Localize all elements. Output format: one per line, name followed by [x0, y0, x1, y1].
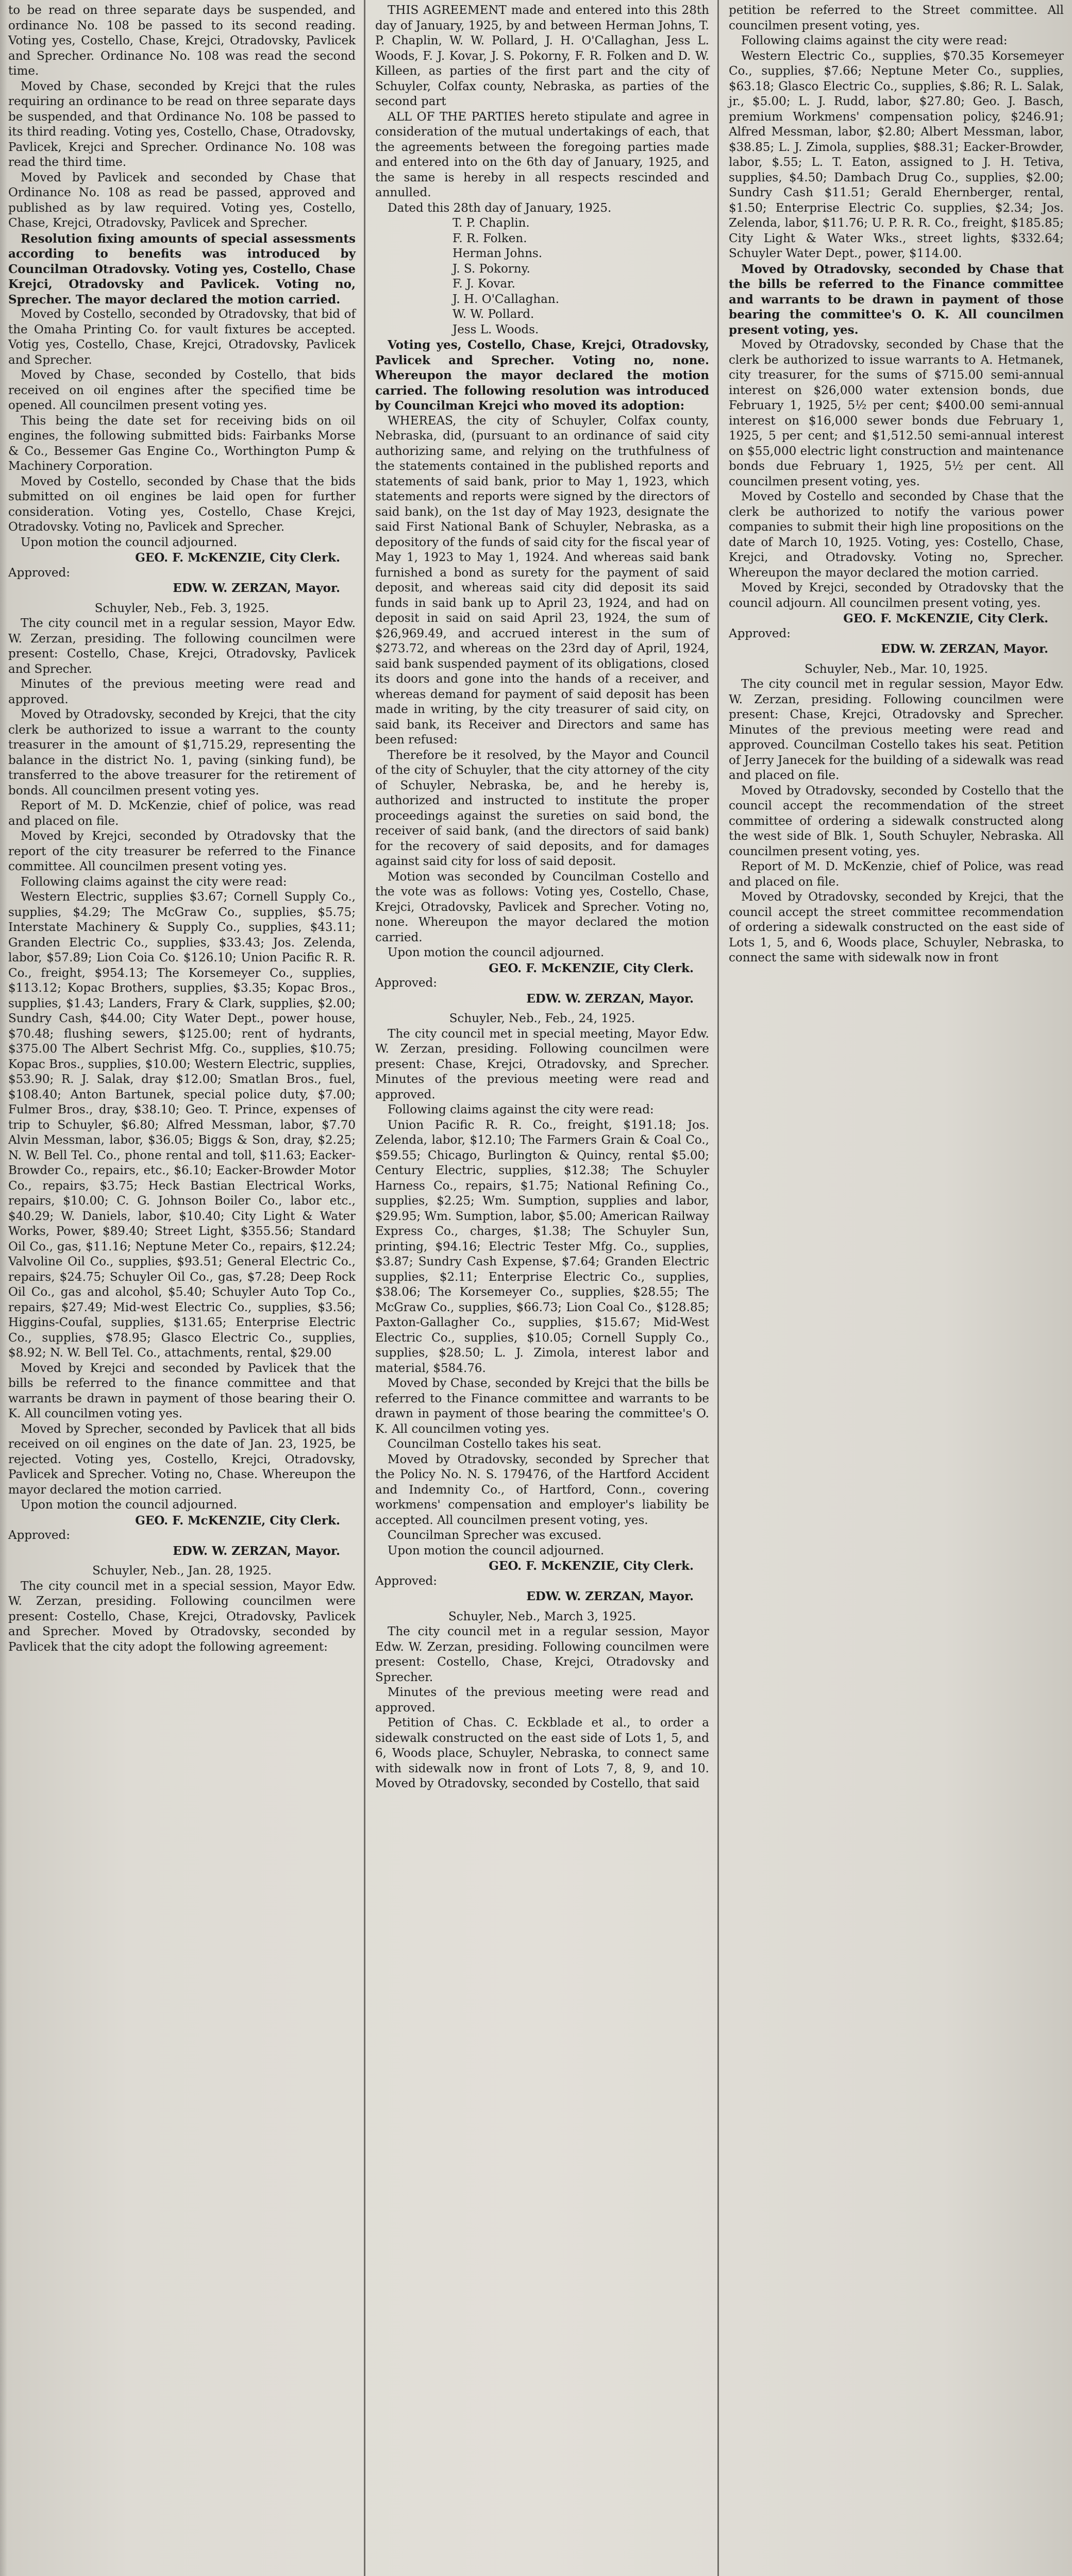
signatory-name: J. S. Pokorny. — [453, 262, 530, 276]
paragraph: This being the date set for receiving bids on oil engines, the following submitted bids: Fairbanks Morse & Co., Bessemer Gas Engine Co., Worthington Pump & Machinery Corporation. — [8, 414, 356, 473]
paragraph: Councilman Costello takes his seat. — [388, 1437, 601, 1451]
paragraph: Report of M. D. McKenzie, chief of Police, was read and placed on file. — [729, 860, 1064, 889]
spacer — [375, 1604, 709, 1609]
signature-line: EDW. W. ZERZAN, Mayor. — [173, 581, 340, 595]
paragraph: Following claims against the city were read: — [741, 34, 1008, 47]
paragraph: Moved by Krejci, seconded by Otradovsky that the report of the city treasurer be referred to the Finance committee. All councilmen present voting yes. — [8, 829, 356, 873]
signature-line: GEO. F. McKENZIE, City Clerk. — [489, 961, 694, 975]
paragraph: Motion was seconded by Councilman Costello and the vote was as follows: Voting yes, Costello, Chase, Krejci, Otradovsky, Pavlicek and Sprecher. Voting no, none. Whereupon the mayor declared the motion carried. — [375, 870, 709, 944]
paragraph: Moved by Krejci, seconded by Otradovsky that the council adjourn. All councilmen present voting, yes. — [729, 581, 1064, 610]
signature-line: EDW. W. ZERZAN, Mayor. — [526, 1589, 694, 1603]
paragraph: Moved by Chase, seconded by Krejci that the bills be referred to the Finance committee and warrants to be drawn in payment of those bearing the committee's O. K. All councilmen voting yes. — [375, 1377, 709, 1436]
paragraph: Moved by Otradovsky, seconded by Chase that the bills be referred to the Finance committee and warrants to be drawn in payment of those bearing the committee's O. K. All councilmen present voting, yes. — [729, 262, 1064, 337]
signature-line: EDW. W. ZERZAN, Mayor. — [526, 991, 694, 1006]
paragraph: The city council met in special meeting, Mayor Edw. W. Zerzan, presiding. Following councilmen were present: Chase, Krejci, Otradovsky, and Sprecher. Minutes of the previous meeting were read and approved. — [375, 1027, 709, 1101]
signatory-name: J. H. O'Callaghan. — [453, 292, 560, 306]
signatory-name: F. R. Folken. — [453, 231, 527, 245]
paragraph: Upon motion the council adjourned. — [21, 535, 238, 549]
paragraph: Moved by Krejci and seconded by Pavlicek that the bills be referred to the finance committee and that warrants be drawn in payment of those bearing their O. K. All councilmen voting yes. — [8, 1361, 356, 1420]
dateline: Schuyler, Neb., Jan. 28, 1925. — [92, 1564, 272, 1578]
paragraph: Dated this 28th day of January, 1925. — [388, 201, 612, 215]
paragraph: WHEREAS, the city of Schuyler, Colfax county, Nebraska, did, (pursuant to an ordinance of said city authorizing same, and relying on the truthfulness of the statements contained in the published reports and statements of said bank, prior to May 1, 1923, which statements and reports were signed by the directors of said bank), on the 1st day of May 1923, designate the said First National Bank of Schuyler, Nebraska, as a depository of the funds of said city for the fiscal year of May 1, 1923 to May 1, 1924. And whereas said bank furnished a bond as surety for the payment of said deposit, and whereas said city did deposit its said funds in said bank up to April 23, 1924, and had on deposit in said on said April 23, 1924, the sum of $26,969.49, and accrued interest in the sum of $273.72, and whereas on the 23rd day of April, 1924, said bank suspended payment of its obligations, closed its doors and gone into the hands of a receiver, and whereas demand for payment of said deposit has been made in writing, by the city treasurer of said city, on said bank, its Receiver and Directors and same has been refused: — [375, 414, 709, 747]
signature-line: EDW. W. ZERZAN, Mayor. — [173, 1544, 340, 1558]
dateline: Schuyler, Neb., Feb., 24, 1925. — [449, 1012, 635, 1025]
paragraph: Approved: — [375, 976, 437, 990]
paragraph: Voting yes, Costello, Chase, Krejci, Otradovsky, Pavlicek and Sprecher. Voting no, none. Whereupon the mayor declared the motion carried. The following resolution was introduced by Councilman Krejci who moved its adoption: — [375, 338, 709, 413]
signatory-name: Herman Johns. — [453, 247, 543, 260]
paragraph: Moved by Costello, seconded by Otradovsky, that bid of the Omaha Printing Co. for vault fixtures be accepted. Votig yes, Costello, Chase, Krejci, Otradovsky, Pavlicek and Sprecher. — [8, 308, 356, 367]
paragraph: Therefore be it resolved, by the Mayor and Council of the city of Schuyler, that the city attorney of the city of Schuyler, Nebraska, be, and he hereby is, authorized and instructed to institute the proper proceedings against the sureties on said bond, the receiver of said bank, (and the directors of said bank) for the recovery of said deposits, and for damages against said city for loss of said deposit. — [375, 748, 709, 868]
paragraph: Minutes of the previous meeting were read and approved. — [8, 677, 356, 706]
paragraph: THIS AGREEMENT made and entered into this 28th day of January, 1925, by and between Herman Johns, T. P. Chaplin, W. W. Pollard, J. H. O'Callaghan, Jess L. Woods, F. J. Kovar, J. S. Pokorny, F. R. Folken and D. W. Killeen, as parties of the first part and the city of Schuyler, Colfax county, Nebraska, as parties of the second part — [375, 4, 709, 108]
paragraph: Upon motion the council adjourned. — [388, 946, 605, 959]
paragraph: The city council met in a regular session, Mayor Edw. W. Zerzan, presiding. Following councilmen were present: Costello, Chase, Krejci, Otradovsky and Sprecher. — [375, 1625, 709, 1684]
spacer — [8, 1558, 356, 1564]
signature-line: GEO. F. McKENZIE, City Clerk. — [843, 612, 1048, 625]
paragraph: Following claims against the city were read: — [388, 1103, 654, 1116]
signatory-name: T. P. Chaplin. — [453, 216, 530, 230]
column-2 — [367, 0, 717, 2576]
paragraph: Moved by Chase, seconded by Krejci that the rules requiring an ordinance to be read on three separate days be suspended, and that Ordinance No. 108 be passed to its third reading. Voting yes, Costello, Chase, Otradovsky, Pavlicek, Krejci and Sprecher. Ordinance No. 108 was read the third time. — [8, 79, 356, 169]
paragraph: Councilman Sprecher was excused. — [388, 1529, 602, 1542]
signature-line: GEO. F. McKENZIE, City Clerk. — [489, 1559, 694, 1573]
paragraph: Approved: — [8, 566, 70, 580]
paragraph: Upon motion the council adjourned. — [388, 1544, 605, 1557]
signatory-name: F. J. Kovar. — [453, 277, 515, 291]
column-1 — [0, 0, 364, 2576]
signature-line: EDW. W. ZERZAN, Mayor. — [881, 642, 1048, 656]
paragraph: Resolution fixing amounts of special assessments according to benefits was introduced by Councilman Otradovsky. Voting yes, Costello, Chase Krejci, Otradovsky and Pavlicek. Voting no, Sprecher. The mayor declared the motion carried. — [8, 231, 356, 307]
paragraph: Minutes of the previous meeting were read and approved. — [375, 1686, 709, 1715]
signature-line: GEO. F. McKENZIE, City Clerk. — [135, 551, 340, 565]
signature-line: GEO. F. McKENZIE, City Clerk. — [135, 1513, 340, 1528]
paragraph: Western Electric Co., supplies, $70.35 Korsemeyer Co., supplies, $7.66; Neptune Meter Co., supplies, $63.18; Glasco Electric Co., supplies, $.86; R. L. Salak, jr., $5.00; L. J. Rudd, labor, $27.80; Geo. J. Basch, premium Workmens' compensation policy, $246.91; Alfred Messman, labor, $2.80; Albert Messman, labor, $38.85; L. J. Zimola, supplies, $88.31; Eacker-Browder, labor, $.55; L. T. Eaton, assigned to J. H. Tetiva, supplies, $4.50; Dambach Drug Co., supplies, $2.00; Sundry Cash $11.51; Gerald Ehernberger, rental, $1.50; Enterprise Electric Co. supplies, $2.34; Jos. Zelenda, labor, $11.76; U. P. R. R. Co., freight, $185.85; City Light & Water Wks., street lights, $332.64; Schuyler Water Dept., power, $114.00. — [729, 49, 1064, 260]
paragraph: Following claims against the city were read: — [21, 875, 287, 889]
column-3 — [721, 0, 1072, 2576]
dateline: Schuyler, Neb., Feb. 3, 1925. — [94, 601, 270, 615]
paragraph: Moved by Otradovsky, seconded by Krejci, that the council accept the street committee recommendation of ordering a sidewalk constructed on the east side of Lots 1, 5, and 6, Woods place, Schuyler, Nebraska, to connect the same with sidewalk now in front — [729, 890, 1064, 964]
paragraph: Upon motion the council adjourned. — [21, 1498, 238, 1512]
paragraph: The city council met in a regular session, Mayor Edw. W. Zerzan, presiding. The following councilmen were present: Costello, Chase, Krejci, Otradovsky, Pavlicek and Sprecher. — [8, 617, 356, 676]
paragraph: to be read on three separate days be suspended, and ordinance No. 108 be passed to its second reading. Voting yes, Costello, Chase, Krejci, Otradovsky, Pavlicek and Sprecher. Ordinance No. 108 was read the second time. — [8, 4, 356, 78]
paragraph: Moved by Chase, seconded by Costello, that bids received on oil engines after the specified time be opened. All councilmen present voting yes. — [8, 368, 356, 412]
paragraph: Moved by Otradovsky, seconded by Sprecher that the Policy No. N. S. 179476, of the Hartford Accident and Indemnity Co., of Hartford, Conn., covering workmens' compensation and employer's liability be accepted. All councilmen present voting, yes. — [375, 1452, 709, 1527]
spacer — [375, 1006, 709, 1011]
paragraph: Approved: — [729, 626, 791, 640]
dateline: Schuyler, Neb., March 3, 1925. — [448, 1609, 636, 1623]
paragraph: Moved by Otradovsky, seconded by Chase that the clerk be authorized to issue warrants to A. Hetmanek, city treasurer, for the sums of $715.00 semi-annual interest on $26,000 water extension bonds, due February 1, 1925, 5½ per cent; $400.00 semi-annual interest on $16,000 sewer bonds due February 1, 1925, 5 per cent; and $1,512.50 semi-annual interest on $55,000 electric light construction and maintenance bonds due February 1, 1925, 5½ per cent. All councilmen present voting, yes. — [729, 338, 1064, 488]
paragraph: Moved by Pavlicek and seconded by Chase that Ordinance No. 108 as read be passed, approved and published as by law required. Voting yes, Costello, Chase, Krejci, Otradovsky, Pavlicek and Sprecher. — [8, 171, 356, 230]
paragraph: Moved by Costello and seconded by Chase that the clerk be authorized to notify the various power companies to submit their high line propositions on the date of March 10, 1925. Voting, yes: Costello, Chase, Krejci, and Otradovsky. Voting no, Sprecher. Whereupon the mayor declared the motion carried. — [729, 490, 1064, 580]
paragraph: Western Electric, supplies $3.67; Cornell Supply Co., supplies, $4.29; The McGraw Co., supplies, $5.75; Interstate Machinery & Supply Co., supplies, $43.11; Granden Electric Co., supplies, $33.43; Jos. Zelenda, labor, $57.89; Lion Coia Co. $126.10; Union Pacific R. R. Co., freight, $954.13; The Korsemeyer Co., supplies, $113.12; Kopac Brothers, supplies, $3.35; Kopac Bros., supplies, $1.43; Landers, Frary & Clark, supplies, $2.00; Sundry Cash, $44.00; City Water Dept., power house, $70.48; flushing sewers, $125.00; rent of hydrants, $375.00 The Albert Sechrist Mfg. Co., supplies, $10.75; Kopac Bros., supplies, $10.00; Western Electric, supplies, $53.90; R. J. Salak, dray $12.00; Smatlan Bros., fuel, $108.40; Anton Bartunek, special police duty, $7.00; Fulmer Bros., dray, $38.10; Geo. T. Prince, expenses of trip to Schuyler, $6.80; Alfred Messman, labor, $7.70 Alvin Messman, labor, $36.05; Biggs & Son, dray, $2.25; N. W. Bell Tel. Co., phone rental and toll, $11.63; Eacker-Browder Co., repairs, etc., $6.10; Eacker-Browder Motor Co., repairs, $3.75; Heck Bastian Electrical Works, repairs, $10.00; C. G. Johnson Boiler Co., labor etc., $40.29; W. Daniels, labor, $10.40; City Light & Water Works, Power, $89.40; Street Light, $355.56; Standard Oil Co., gas, $11.16; Neptune Meter Co., repairs, $12.24; Valvoline Oil Co., supplies, $93.51; General Electric Co., repairs, $24.75; Schuyler Oil Co., gas, $7.28; Deep Rock Oil Co., gas and alcohol, $5.40; Schuyler Auto Top Co., repairs, $27.49; Mid-west Electric Co., supplies, $3.56; Higgins-Coufal, supplies, $131.65; Enterprise Electric Co., supplies, $78.95; Glasco Electric Co., supplies, $8.92; N. W. Bell Tel. Co., attachments, rental, $29.00 — [8, 890, 356, 1360]
column-divider — [717, 0, 719, 2576]
signatory-name: Jess L. Woods. — [453, 323, 539, 336]
paragraph: Moved by Otradovsky, seconded by Krejci, that the city clerk be authorized to issue a warrant to the county treasurer in the amount of $1,715.29, representing the balance in the district No. 1, paving (sinking fund), be transferred to the above treasurer for the retirement of bonds. All councilmen present voting yes. — [8, 708, 356, 798]
spacer — [729, 657, 1064, 662]
signatory-name: W. W. Pollard. — [453, 308, 534, 321]
paragraph: The city council met in a special session, Mayor Edw. W. Zerzan, presiding. Following councilmen were present: Costello, Chase, Krejci, Otradovsky, Pavlicek and Sprecher. Moved by Otradovsky, seconded by Pavlicek that the city adopt the following agreement: — [8, 1579, 356, 1654]
paragraph: Petition of Chas. C. Eckblade et al., to order a sidewalk constructed on the east side of Lots 1, 5, and 6, Woods place, Schuyler, Nebraska, to connect same with sidewalk now in front of Lots 7, 8, 9, and 10. Moved by Otradovsky, seconded by Costello, that said — [375, 1716, 709, 1790]
paragraph: Approved: — [375, 1574, 437, 1588]
paragraph: Moved by Otradovsky, seconded by Costello that the council accept the recommendation of the street committee of ordering a sidewalk constructed along the west side of Blk. 1, South Schuyler, Nebraska. All councilmen present voting, yes. — [729, 784, 1064, 858]
paragraph: Moved by Sprecher, seconded by Pavlicek that all bids received on oil engines on the date of Jan. 23, 1925, be rejected. Voting yes, Costello, Krejci, Otradovsky, Pavlicek and Sprecher. Voting no, Chase. Whereupon the mayor declared the motion carried. — [8, 1422, 356, 1497]
paragraph: petition be referred to the Street committee. All councilmen present voting, yes. — [729, 4, 1064, 32]
paragraph: Report of M. D. McKenzie, chief of police, was read and placed on file. — [8, 799, 356, 828]
paragraph: Moved by Costello, seconded by Chase that the bids submitted on oil engines be laid open for further consideration. Voting yes, Costello, Chase Krejci, Otradovsky. Voting no, Pavlicek and Sprecher. — [8, 474, 356, 534]
paragraph: The city council met in regular session, Mayor Edw. W. Zerzan, presiding. Following councilmen were present: Chase, Krejci, Otradovsky and Sprecher. Minutes of the previous meeting were read and approved. Councilman Costello takes his seat. Petition of Jerry Janecek for the building of a sidewalk was read and placed on file. — [729, 677, 1064, 782]
paragraph: ALL OF THE PARTIES hereto stipulate and agree in consideration of the mutual undertakings of each, that the agreements between the foregoing parties made and entered into on the 6th day of January, 1925, and the same is hereby in all respects rescinded and annulled. — [375, 110, 709, 199]
paragraph: Union Pacific R. R. Co., freight, $191.18; Jos. Zelenda, labor, $12.10; The Farmers Grain & Coal Co., $59.55; Chicago, Burlington & Quincy, rental $5.00; Century Electric, supplies, $12.38; The Schuyler Harness Co., repairs, $1.75; National Refining Co., supplies, $2.25; Wm. Sumption, supplies and labor, $29.95; Wm. Sumption, labor, $5.00; American Railway Express Co., charges, $1.38; The Schuyler Sun, printing, $94.16; Electric Tester Mfg. Co., supplies, $3.87; Sundry Cash Expense, $7.64; Granden Electric supplies, $2.11; Enterprise Electric Co., supplies, $38.06; The Korsemeyer Co., supplies, $28.55; The McGraw Co., supplies, $66.73; Lion Coal Co., $128.85; Paxton-Gallagher Co., supplies, $15.67; Mid-West Electric Co., supplies, $10.05; Cornell Supply Co., supplies, $28.50; L. J. Zimola, interest labor and material, $584.76. — [375, 1118, 709, 1375]
paragraph: Approved: — [8, 1529, 70, 1542]
dateline: Schuyler, Neb., Mar. 10, 1925. — [805, 662, 988, 676]
spacer — [8, 596, 356, 601]
column-divider — [364, 0, 365, 2576]
